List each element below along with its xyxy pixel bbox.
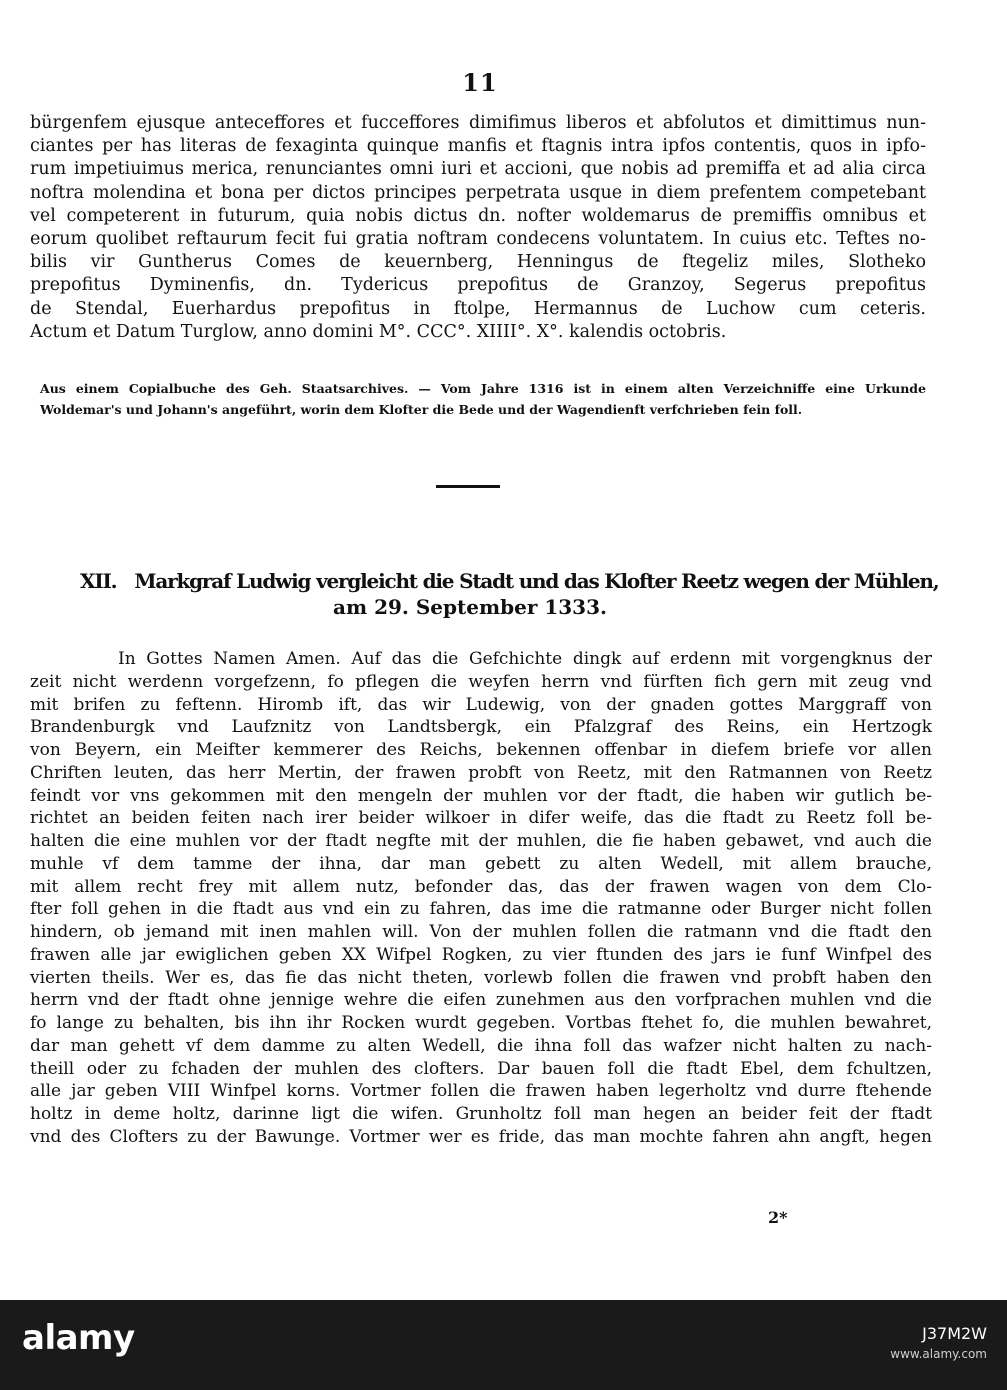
text-line: herrn vnd der ftadt ohne jennige wehre die eifen zunehmen aus den vorfprachen muhlen vnd die (30, 990, 932, 1011)
stock-watermark-bar (0, 1300, 1007, 1390)
text-line: muhle vf dem tamme der ihna, dar man gebett zu alten Wedell, mit allem brauche, (30, 853, 932, 874)
text-line: holtz in deme holtz, darinne ligt die wifen. Grunholtz foll man hegen an beider feit der ftadt (30, 1104, 932, 1124)
german-charter-text (30, 648, 932, 1149)
section-numeral: XII. (80, 569, 117, 593)
text-line: von Beyern, ein Meifter kemmerer des Reichs, bekennen offenbar in diefem briefe vor allen (30, 740, 932, 760)
text-line: vel competerent in futurum, quia nobis dictus dn. nofter woldemarus de premiffis omnibus et (30, 205, 926, 226)
signature-mark: 2* (768, 1208, 788, 1227)
image-id-block (890, 1324, 987, 1364)
text-line: Chriften leuten, das herr Mertin, der frawen probft von Reetz, mit den Ratmannen von Reetz (30, 762, 932, 783)
heading-line-1 (80, 568, 940, 594)
heading-date: am 29. September 1333. (333, 595, 607, 619)
text-line: rum impetiuimus merica, renunciantes omni iuri et accioni, que nobis ad premiffa et ad alia circa (30, 159, 926, 180)
text-line: vierten theils. Wer es, das fie das nicht theten, vorlewb follen die frawen vnd probft haben den (30, 967, 932, 988)
text-line: eorum quolibet reftaurum fecit fui gratia noftram condecens voluntatem. In cuius etc. Teftes no- (30, 229, 926, 250)
footnote-line: Aus einem Copialbuche des Geh. Staatsarchives. — Vom Jahre 1316 ist in einem alten Verzeichniffe eine Urkunde (40, 381, 926, 396)
text-line: halten die eine muhlen vor der ftadt negfte mit der muhlen, die fie haben gebawet, vnd auch die (30, 831, 932, 851)
text-line: zeit nicht werdenn vorgefzenn, fo pflegen die weyfen herrn vnd fürften fich gern mit zeug vnd (30, 671, 932, 692)
footnote-line: Woldemar's und Johann's angeführt, worin dem Klofter die Bede und der Wagendienft verfchrieben fein foll. (40, 402, 803, 417)
text-line: fo lange zu behalten, bis ihn ihr Rocken wurdt gegeben. Vortbas ftehet fo, die muhlen bewahret, (30, 1013, 932, 1033)
text-line: mit allem recht frey mit allem nutz, befonder das, das der frawen wagen von dem Clo- (30, 876, 932, 897)
text-line: prepofitus Dyminenfis, dn. Tydericus prepofitus de Granzoy, Segerus prepofitus (30, 275, 926, 296)
text-line: noftra molendina et bona per dictos principes perpetrata usque in diem prefentem competebant (30, 182, 926, 203)
text-line: Actum et Datum Turglow, anno domini M°. CCC°. XIIII°. X°. kalendis octobris. (30, 321, 727, 342)
text-line: fter foll gehen in die ftadt aus vnd ein zu fahren, das ime die ratmanne oder Burger nicht follen (30, 899, 932, 920)
text-line: theill oder zu fchaden der muhlen des clofters. Dar bauen foll die ftadt Ebel, dem fchultzen, (30, 1058, 932, 1079)
text-line: de Stendal, Euerhardus prepofitus in ftolpe, Hermannus de Luchow cum ceteris. (30, 298, 926, 319)
text-line: bilis vir Guntherus Comes de keuernberg, Henningus de ftegeliz miles, Slotheko (30, 252, 926, 273)
section-divider (436, 485, 500, 488)
source-footnote (40, 378, 926, 420)
text-line: alle jar geben VIII Winfpel korns. Vortmer follen die frawen haben legerholtz vnd durre ftehende (30, 1081, 932, 1102)
image-id: J37M2W (922, 1324, 987, 1343)
alamy-logo: alamy (22, 1318, 135, 1358)
latin-charter-text (30, 112, 926, 344)
text-line: mit brifen zu feftenn. Hiromb ift, das wir Ludewig, von der gnaden gottes Marggraff von (30, 694, 932, 715)
text-line: ciantes per has literas de fexaginta quinque manfis et ftagnis intra ipfos contentis, quos in ipfo- (30, 136, 926, 157)
text-line: vnd des Clofters zu der Bawunge. Vortmer wer es fride, das man mochte fahren ahn angft, hegen (30, 1126, 932, 1147)
text-line: bürgenfem ejusque anteceffores et fucceffores dimifimus liberos et abfolutos et dimittimus nun- (30, 113, 926, 133)
heading-title: Markgraf Ludwig vergleicht die Stadt und das Klofter Reetz wegen der Mühlen, (134, 569, 939, 593)
page-number: 11 (462, 68, 498, 97)
text-line: hindern, ob jemand mit inen mahlen will. Von der muhlen follen die ratmann vnd die ftadt den (30, 922, 932, 942)
text-line: feindt vor vns gekommen mit den mengeln der muhlen vor der ftadt, die haben wir gutlich be- (30, 785, 932, 806)
site-url: www.alamy.com (890, 1347, 987, 1361)
text-line: In Gottes Namen Amen. Auf das die Gefchichte dingk auf erdenn mit vorgengknus der (118, 649, 932, 669)
text-line: Brandenburgk vnd Laufznitz von Landtsbergk, ein Pfalzgraf des Reins, ein Hertzogk (30, 717, 932, 738)
section-heading (80, 568, 940, 620)
text-line: frawen alle jar ewiglichen geben XX Wifpel Rogken, zu vier ftunden des jars ie funf Winfpel des (30, 944, 932, 965)
text-line: richtet an beiden feiten nach irer beider wilkoer in difer weife, das die ftadt zu Reetz foll be- (30, 808, 932, 829)
text-line: dar man gehett vf dem damme zu alten Wedell, die ihna foll das wafzer nicht halten zu nach- (30, 1035, 932, 1056)
